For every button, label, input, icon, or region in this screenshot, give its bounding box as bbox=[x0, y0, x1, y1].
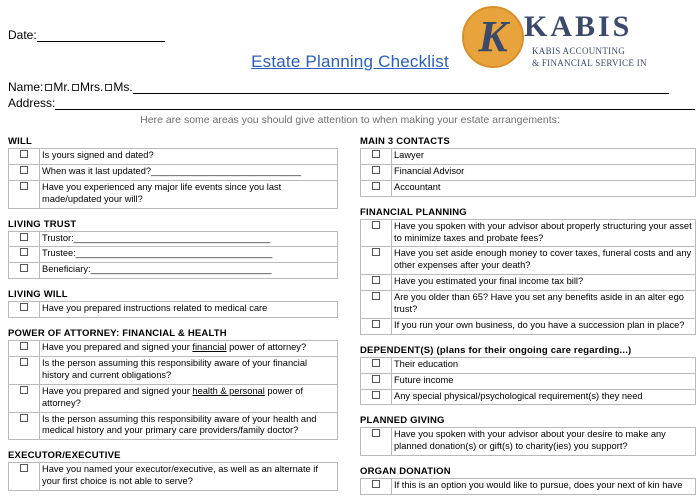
table-row[interactable] bbox=[9, 247, 338, 263]
table-row[interactable] bbox=[9, 231, 338, 247]
table-row[interactable] bbox=[9, 302, 338, 318]
checkbox-icon[interactable] bbox=[20, 414, 28, 422]
section-planned-giving-items bbox=[360, 427, 696, 456]
logo-tagline-line1: KABIS ACCOUNTING bbox=[532, 46, 626, 56]
checkbox-icon[interactable] bbox=[20, 358, 28, 366]
section-title-living-will: LIVING WILL bbox=[8, 289, 68, 301]
name-field-row bbox=[8, 80, 698, 94]
item-text: Future income bbox=[392, 373, 696, 389]
table-row[interactable] bbox=[9, 357, 338, 385]
checkbox-cell[interactable] bbox=[361, 164, 392, 180]
checkbox-cell[interactable] bbox=[9, 302, 40, 318]
table-row[interactable] bbox=[361, 291, 696, 319]
checkbox-cell[interactable] bbox=[361, 428, 392, 456]
table-row[interactable] bbox=[9, 384, 338, 412]
item-text: Have you prepared instructions related to medical care bbox=[40, 302, 338, 318]
checkbox-icon[interactable] bbox=[372, 391, 380, 399]
checkbox-icon[interactable] bbox=[372, 166, 380, 174]
section-financial-planning-items bbox=[360, 219, 696, 335]
table-row[interactable] bbox=[9, 341, 338, 357]
checkbox-cell[interactable] bbox=[9, 247, 40, 263]
checkbox-cell[interactable] bbox=[361, 479, 392, 495]
item-text: Is the person assuming this responsibility aware of your financial history and current obligations? bbox=[40, 357, 338, 385]
section-title-main-contacts: MAIN 3 CONTACTS bbox=[360, 136, 450, 147]
table-row[interactable] bbox=[361, 275, 696, 291]
option-mrs: Mrs. bbox=[80, 80, 104, 94]
checkbox-cell[interactable] bbox=[361, 219, 392, 247]
checkbox-icon[interactable] bbox=[20, 342, 28, 350]
checkbox-icon[interactable] bbox=[372, 221, 380, 229]
document-header bbox=[0, 0, 700, 126]
item-text: Have you spoken with your advisor about your desire to make any planned donation(s) or gift(s) to charity(ies) you support? bbox=[392, 428, 696, 456]
checkbox-cell[interactable] bbox=[9, 263, 40, 279]
checkbox-icon[interactable] bbox=[372, 276, 380, 284]
item-text: Trustor:______________________________________ bbox=[40, 231, 338, 247]
checkbox-cell[interactable] bbox=[361, 318, 392, 334]
table-row[interactable] bbox=[361, 219, 696, 247]
table-row[interactable] bbox=[9, 412, 338, 440]
checkbox-cell[interactable] bbox=[9, 231, 40, 247]
checkbox-cell[interactable] bbox=[361, 389, 392, 405]
checkbox-cell[interactable] bbox=[361, 357, 392, 373]
page-title: Estate Planning Checklist bbox=[251, 52, 449, 71]
name-input[interactable] bbox=[133, 82, 669, 94]
section-main-contacts-items bbox=[360, 148, 696, 197]
checkbox-cell[interactable] bbox=[361, 291, 392, 319]
section-title-dependents: DEPENDENT(S) (plans for their ongoing care regarding...) bbox=[360, 344, 632, 356]
logo-tagline-line2: & FINANCIAL SERVICE IN bbox=[532, 58, 647, 68]
item-text: Are you older than 65? Have you set any benefits aside in an alter ego trust? bbox=[392, 291, 696, 319]
address-field-row bbox=[8, 96, 698, 110]
checkbox-cell[interactable] bbox=[9, 463, 40, 491]
section-living-trust-items bbox=[8, 231, 338, 280]
table-row[interactable] bbox=[9, 164, 338, 180]
table-row[interactable] bbox=[361, 389, 696, 405]
item-text: Have you set aside enough money to cover taxes, funeral costs and any other expenses after your death? bbox=[392, 247, 696, 275]
item-text: Have you prepared and signed your health & personal power of attorney? bbox=[40, 384, 338, 412]
company-logo bbox=[450, 2, 700, 76]
section-title-living-trust: LIVING TRUST bbox=[8, 218, 77, 230]
checkbox-cell[interactable] bbox=[361, 373, 392, 389]
section-title-financial-planning: FINANCIAL PLANNING bbox=[360, 206, 467, 218]
table-row[interactable] bbox=[361, 318, 696, 334]
checkbox-icon[interactable] bbox=[372, 320, 380, 328]
date-input[interactable] bbox=[37, 30, 165, 42]
checkbox-cell[interactable] bbox=[9, 149, 40, 165]
item-text: Have you experienced any major life events since you last made/updated your will? bbox=[40, 180, 338, 208]
section-title-organ-donation: ORGAN DONATION bbox=[360, 466, 451, 478]
item-text: Have you prepared and signed your financial power of attorney? bbox=[40, 341, 338, 357]
section-power-of-attorney-items bbox=[8, 340, 338, 440]
table-row[interactable] bbox=[361, 373, 696, 389]
checkbox-ms[interactable] bbox=[105, 84, 112, 91]
checkbox-icon[interactable] bbox=[20, 464, 28, 472]
item-text: Trustee:______________________________________ bbox=[40, 247, 338, 263]
checkbox-mrs[interactable] bbox=[72, 84, 79, 91]
name-label: Name: bbox=[8, 80, 44, 94]
checkbox-icon[interactable] bbox=[20, 248, 28, 256]
checkbox-icon[interactable] bbox=[20, 182, 28, 190]
item-text: Have you named your executor/executive, as well as an alternate if your first choice is not able to serve? bbox=[40, 463, 338, 491]
logo-monogram: K bbox=[478, 12, 508, 61]
date-field-row bbox=[8, 28, 165, 42]
item-text: Have you estimated your final income tax bill? bbox=[392, 275, 696, 291]
option-mr: Mr. bbox=[53, 80, 71, 94]
section-dependents-items bbox=[360, 357, 696, 406]
intro-text: Here are some areas you should give attention to when making your estate arrangements: bbox=[140, 114, 560, 126]
checkbox-cell[interactable] bbox=[361, 275, 392, 291]
checkbox-icon[interactable] bbox=[20, 166, 28, 174]
item-text: When was it last updated?_____________________________ bbox=[40, 164, 338, 180]
item-text: Lawyer bbox=[392, 149, 696, 165]
table-row[interactable] bbox=[9, 149, 338, 165]
checkbox-icon[interactable] bbox=[372, 480, 380, 488]
checkbox-icon[interactable] bbox=[20, 303, 28, 311]
checkbox-icon[interactable] bbox=[20, 386, 28, 394]
table-row[interactable] bbox=[361, 164, 696, 180]
checkbox-cell[interactable] bbox=[9, 384, 40, 412]
checkbox-icon[interactable] bbox=[372, 429, 380, 437]
address-label: Address: bbox=[8, 96, 56, 110]
checkbox-cell[interactable] bbox=[9, 180, 40, 208]
item-text: Beneficiary:___________________________________ bbox=[40, 263, 338, 279]
checkbox-icon[interactable] bbox=[372, 150, 380, 158]
checkbox-cell[interactable] bbox=[9, 341, 40, 357]
item-text: Financial Advisor bbox=[392, 164, 696, 180]
table-row[interactable] bbox=[9, 263, 338, 279]
checkbox-icon[interactable] bbox=[372, 248, 380, 256]
checkbox-icon[interactable] bbox=[372, 182, 380, 190]
logo-company-name: KABIS bbox=[524, 10, 633, 43]
checkbox-icon[interactable] bbox=[20, 233, 28, 241]
section-will-items bbox=[8, 148, 338, 209]
option-ms: Ms. bbox=[113, 80, 133, 94]
checkbox-cell[interactable] bbox=[9, 164, 40, 180]
section-title-power-of-attorney: POWER OF ATTORNEY: FINANCIAL & HEALTH bbox=[8, 328, 227, 340]
table-row[interactable] bbox=[361, 428, 696, 456]
item-text: Any special physical/psychological requirement(s) they need bbox=[392, 389, 696, 405]
section-executor-items bbox=[8, 462, 338, 491]
table-row[interactable] bbox=[9, 180, 338, 208]
checkbox-icon[interactable] bbox=[20, 150, 28, 158]
checkbox-icon[interactable] bbox=[372, 359, 380, 367]
section-living-will-items bbox=[8, 301, 338, 318]
table-row[interactable] bbox=[361, 149, 696, 165]
right-column bbox=[360, 136, 696, 495]
left-column bbox=[8, 136, 338, 491]
checkbox-icon[interactable] bbox=[372, 375, 380, 383]
section-title-planned-giving: PLANNED GIVING bbox=[360, 415, 445, 427]
item-text: Their education bbox=[392, 357, 696, 373]
section-title-executor: EXECUTOR/EXECUTIVE bbox=[8, 450, 121, 462]
table-row[interactable] bbox=[361, 180, 696, 196]
checkbox-cell[interactable] bbox=[9, 357, 40, 385]
checkbox-cell[interactable] bbox=[361, 180, 392, 196]
table-row[interactable] bbox=[361, 479, 696, 495]
section-title-will: WILL bbox=[8, 136, 33, 147]
checkbox-icon[interactable] bbox=[372, 292, 380, 300]
item-text: Is the person assuming this responsibility aware of your health and medical history and your primary care providers/family doctor? bbox=[40, 412, 338, 440]
item-text: If this is an option you would like to pursue, does your next of kin have bbox=[392, 479, 696, 495]
address-input[interactable] bbox=[55, 98, 695, 110]
section-organ-donation-items bbox=[360, 478, 696, 495]
item-text: Accountant bbox=[392, 180, 696, 196]
checkbox-cell[interactable] bbox=[361, 247, 392, 275]
item-text: If you run your own business, do you have a succession plan in place? bbox=[392, 318, 696, 334]
date-label: Date: bbox=[8, 28, 37, 42]
table-row[interactable] bbox=[9, 463, 338, 491]
checkbox-cell[interactable] bbox=[9, 412, 40, 440]
checkbox-icon[interactable] bbox=[20, 264, 28, 272]
item-text: Is yours signed and dated? bbox=[40, 149, 338, 165]
table-row[interactable] bbox=[361, 247, 696, 275]
checkbox-mr[interactable] bbox=[45, 84, 52, 91]
item-text: Have you spoken with your advisor about properly structuring your asset to minimize taxes and probate fees? bbox=[392, 219, 696, 247]
table-row[interactable] bbox=[361, 357, 696, 373]
checkbox-cell[interactable] bbox=[361, 149, 392, 165]
